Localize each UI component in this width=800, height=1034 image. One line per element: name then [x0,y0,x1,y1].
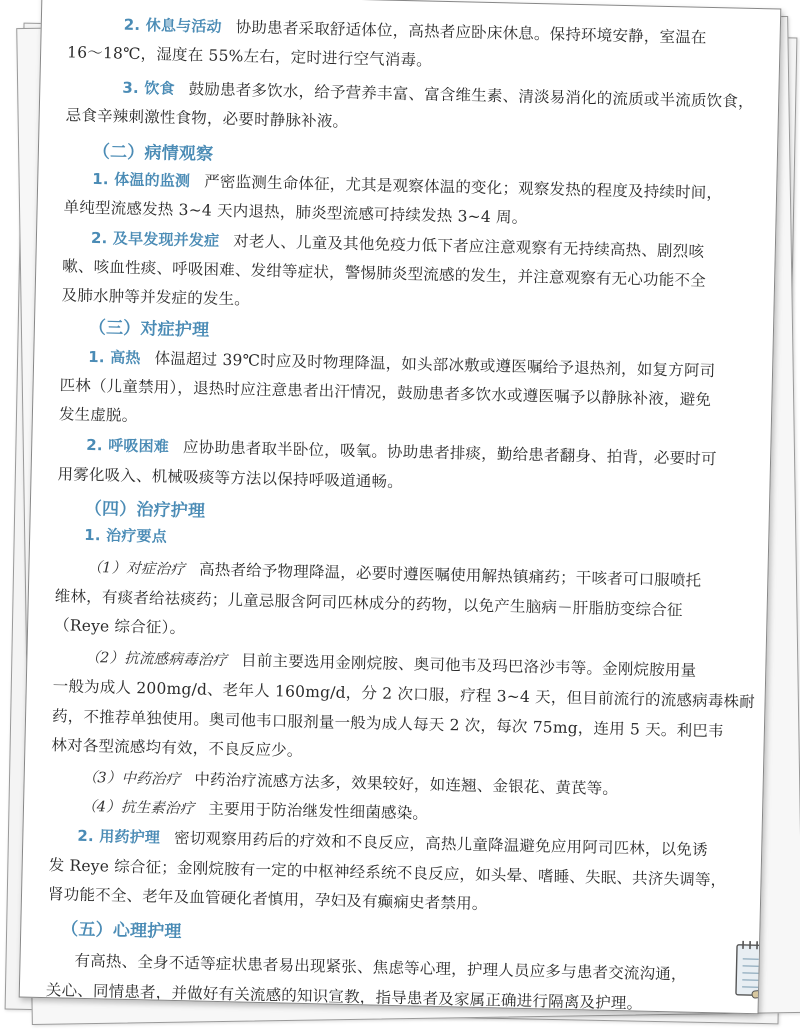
body-text: 嗽、咳血性痰、呼吸困难、发绀等症状，警惕肺炎型流感的发生，并注意观察有无心功能不全 [62,257,707,290]
section-heading-line [61,914,182,942]
subsection-heading: 1. 高热 [88,347,141,368]
body-text: 维林，有痰者给祛痰药；儿童忌服含阿司匹林成分的药物，以免产生脑病－肝脂肪变综合征 [54,587,683,620]
subheading-line [85,645,696,681]
subheading-line [82,794,429,824]
text-line [65,103,348,131]
body-text: 林对各型流感均有效，不良反应少。 [51,736,303,760]
body-text: （Reye 综合征）。 [53,616,186,638]
subheading-line [82,765,618,799]
section-heading: （二）病情观察 [92,141,214,165]
body-text: 体温超过 39℃时应及时物理降温，如头部冰敷或遵医嘱给予退热剂，如复方阿司 [154,349,716,381]
body-text: 严密监测生命体征，尤其是观察体温的变化；观察发热的程度及持续时间， [204,172,723,203]
subsection-heading: 2. 休息与活动 [123,15,222,36]
body-text: 协助患者采取舒适体位，高热者应卧床休息。保持环境安静，室温在 [235,18,707,47]
body-text: 用雾化吸入、机械吸痰等方法以保持呼吸道通畅。 [57,465,404,492]
body-text: 及肺水肿等并发症的发生。 [61,286,251,309]
body-text: 忌食辛辣刺激性食物，必要时静脉补液。 [65,106,349,131]
body-text: 发生虚脱。 [58,405,138,426]
text-line [59,402,138,426]
body-text: 应协助患者取半卧位，吸氧。协助患者排痰，勤给患者翻身、拍背，必要时可 [182,438,717,469]
body-text: 对老人、儿童及其他免疫力低下者应注意观察有无持续高热、剧烈咳 [233,232,705,261]
subheading-line [77,824,708,860]
subheading-line [124,13,707,48]
item-heading: （3）中药治疗 [82,769,181,789]
body-text: 中药治疗流感方法多，效果较好，如连翘、金银花、黄芪等。 [194,770,619,799]
body-text: 高热者给予物理降温，必要时遵医嘱使用解热镇痛药；干咳者可口服喷托 [198,560,702,590]
body-text: 单纯型流感发热 3~4 天内退热，肺炎型流感可持续发热 3~4 周。 [63,198,528,227]
body-text: 发 Reye 综合征；金刚烷胺有一定的中枢神经系统不良反应，如头晕、嗜睡、失眠、共济失调等， [48,856,727,890]
section-heading: （四）治疗护理 [84,498,206,522]
body-text: 肾功能不全、老年及血管硬化者慎用，孕妇及有癫痫史者禁用。 [47,885,488,914]
section-heading: （五）心理护理 [61,919,182,943]
subheading-line [87,555,701,591]
body-text: 16～18℃，湿度在 55%左右，定时进行空气消毒。 [66,43,433,70]
text-line [54,613,186,638]
subheading-line [84,524,167,547]
subsection-heading: 3. 饮食 [122,78,175,98]
page-content [45,0,758,1013]
body-text: 目前主要选用金刚烷胺、奥司他韦及玛巴洛沙韦等。金刚烷胺用量 [240,651,697,680]
text-line [61,283,250,309]
body-text: 主要用于防治继发性细菌感染。 [208,799,429,823]
subsection-heading: 2. 呼吸困难 [86,435,170,456]
section-heading-line [85,494,206,522]
subsection-heading: 2. 用药护理 [77,826,161,847]
subsection-heading: 2. 及早发现并发症 [90,228,220,250]
text-line [74,949,687,985]
text-line [48,882,488,914]
body-text: 密切观察用药后的疗效和不良反应，高热儿童降温避免应用阿司匹林，以免诱 [173,828,708,860]
body-text: 关心、同情患者，并做好有关流感的知识宣教，指导患者及家属正确进行隔离及护理。 [45,981,643,1013]
document-page [19,0,782,1014]
subsection-heading: 1. 体温的监测 [92,169,191,191]
text-line [57,462,403,492]
item-heading: （1）对症治疗 [87,559,186,579]
body-text: 匹林（儿童禁用），退热时应注意患者出汗情况，鼓励患者多饮水或遵医嘱予以静脉补液，避免 [59,376,712,410]
text-line [67,40,432,70]
body-text: 一般为成人 200mg/d、老年人 160mg/d，分 2 次口服，疗程 3~4 天，但目前流行的流感病毒株耐 [52,677,756,712]
section-heading-line [89,313,210,341]
subheading-line [86,433,717,469]
subsection-heading: 1. 治疗要点 [83,525,168,546]
body-text: 药，不推荐单独使用。奥司他韦口服剂量一般为成人每天 2 次，每次 75mg，连用 5 天。利巴韦 [51,707,724,741]
item-heading: （4）抗生素治疗 [81,798,195,818]
body-text: 有高热、全身不适等症状患者易出现紧张、焦虑等心理，护理人员应多与患者交流沟通， [74,951,687,984]
text-line [63,195,527,228]
section-heading: （三）对症护理 [88,317,210,341]
section-heading-line [93,137,214,165]
body-text: 鼓励患者多饮水，给予营养丰富、富含维生素、清淡易消化的流质或半流质饮食， [188,80,754,111]
text-line [51,733,303,761]
item-heading: （2）抗流感病毒治疗 [85,649,228,670]
